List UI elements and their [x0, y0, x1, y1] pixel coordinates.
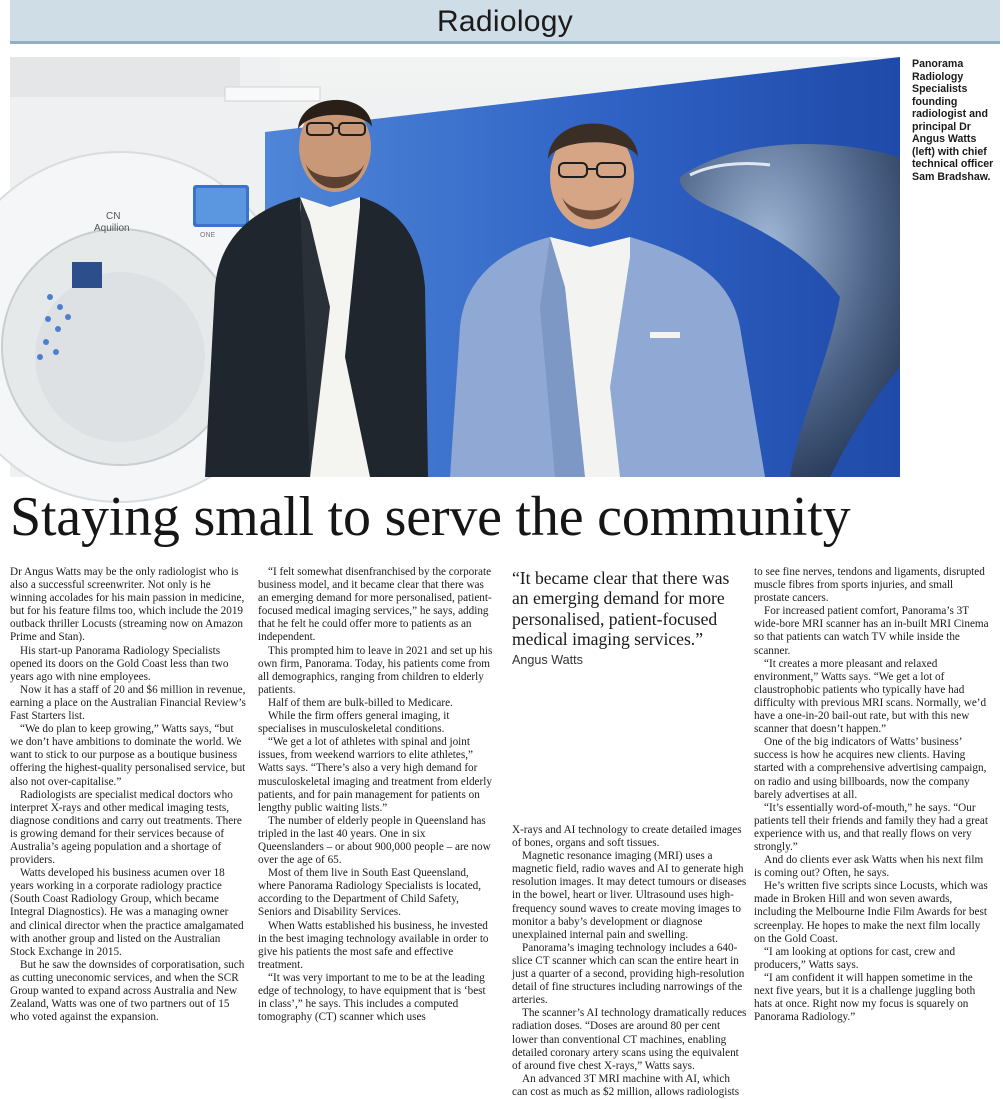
paragraph: The number of elderly people in Queensland has tripled in the last 40 years. One in six Queenslanders – or about 900,000 people – are now over the age of 65. [258, 814, 491, 867]
section-header [10, 0, 1000, 44]
scanner-model-label: Aquilion [94, 223, 130, 234]
paragraph: One of the big indicators of Watts’ business’ success is how he acquires new clients. Having started with a comprehensive advertising campaign, on radio and using billboards, now the company barely advertises at all. [754, 736, 987, 801]
paragraph: “It’s essentially word-of-mouth,” he says. “Our patients tell their friends and family they had a great experience with us, and that really flows on very strongly.” [754, 801, 988, 853]
article-photo [10, 57, 900, 477]
pull-quote-text: “It became clear that there was an emerging demand for more personalised, patient-focused medical imaging services.” [512, 568, 730, 650]
paragraph: The scanner’s AI technology dramatically reduces radiation doses. “Doses are around 80 per cent lower than conventional CT machines, enabling detailed coronary artery scans using the equivalent of around five chest X-rays,” Watts says. [512, 1007, 747, 1072]
paragraph: to see fine nerves, tendons and ligaments, disrupted muscle fibres from sports injuries, and small prostate cancers. [754, 566, 985, 605]
photo-illustration [10, 57, 900, 477]
paragraph: “I felt somewhat disenfranchised by the corporate business model, and it became clear that there was an emerging demand for more personalised, patient-focused medical imaging services,” he says, adding that he felt he could offer more to patients as an independent. [258, 566, 492, 644]
paragraph: “I am looking at options for cast, crew and producers,” Watts says. [754, 945, 956, 971]
article-column-3 [512, 824, 748, 1099]
article-column-2 [258, 566, 494, 1024]
paragraph: “We do plan to keep growing,” Watts says, “but we don’t have ambitions to dominate the world. We want to stick to our purpose as a boutique business offering the highest-quality personalised service, but also not over-capitalise.” [10, 723, 246, 788]
paragraph: X-rays and AI technology to create detailed images of bones, organs and soft tissues. [512, 824, 742, 850]
paragraph: Panorama’s imaging technology includes a 640-slice CT scanner which can scan the entire heart in just a quarter of a second, providing high-resolution detail of fine structures including narrowings of the arteries. [512, 941, 745, 1007]
paragraph: Radiologists are specialist medical doctors who interpret X-rays and other medical imaging tests, diagnose conditions and carry out treatments. There is growing demand for their services because of Australia’s ageing population and a shortage of providers. [10, 788, 242, 867]
paragraph: Half of them are bulk-billed to Medicare. [268, 696, 453, 709]
paragraph: While the firm offers general imaging, it specialises in musculoskeletal conditions. [258, 710, 450, 736]
paragraph: His start-up Panorama Radiology Specialists opened its doors on the Gold Coast less than two years ago with nine employees. [10, 644, 229, 683]
paragraph: But he saw the downsides of corporatisation, such as cutting uneconomic services, and when the SCR Group wanted to expand across Australia and New Zealand, Watts was one of two partners out of 15 who voted against the expansion. [10, 958, 245, 1024]
paragraph: Watts developed his business acumen over 18 years working in a corporate radiology practice (South Coast Radiology Group, which became Integral Diagnostics). He was a managing owner and clinical director when the practice amalgamated with another group and listed on the Australian Stock Exchange in 2015. [10, 867, 244, 958]
photo-caption: Panorama Radiology Specialists founding radiologist and principal Dr Angus Watts (left) with chief technical officer Sam Bradshaw. [912, 58, 994, 183]
paragraph: “It creates a more pleasant and relaxed environment,” Watts says. “We get a lot of claustrophobic patients who typically have had difficulty with previous MRI scans. Normally, we’d have a one-in-20 bail-out rate, but with this new scanner that doesn’t happen.” [754, 657, 987, 736]
headline: Staying small to serve the community [10, 486, 851, 548]
paragraph: Magnetic resonance imaging (MRI) uses a magnetic field, radio waves and AI to generate high resolution images. It may detect tumours or diseases in the bowel, heart or liver. Ultrasound uses high-frequency sound waves to create moving images to monitor a baby’s development or diagnose unexplained internal pain and swelling. [512, 850, 747, 941]
paragraph: Dr Angus Watts may be the only radiologist who is also a successful screenwriter. Not only is he winning accolades for his main passion in medicine, but for his feature films too, which include the 2019 outback thriller Locusts (streaming now on Amazon Prime and Stan). [10, 566, 245, 644]
paragraph: “I am confident it will happen sometime in the next five years, but it is a challenge juggling both hats at once. Right now my focus is squarely on Panorama Radiology.” [754, 971, 976, 1024]
paragraph: “It was very important to me to be at the leading edge of technology, to have equipment that is ‘best in class’,” he says. This includes a computed tomography (CT) scanner which uses [258, 971, 486, 1024]
paragraph: He’s written five scripts since Locusts, which was made in Broken Hill and won seven awards, including the Melbourne Indie Film Awards for best screenplay. He hopes to make the next film locally on the Gold Coast. [754, 880, 988, 945]
paragraph: This prompted him to leave in 2021 and set up his own firm, Panorama. Today, his patients come from all demographics, ranging from children to elderly patients. [258, 644, 493, 696]
scanner-brand-label: CN [106, 211, 121, 222]
article-column-1 [10, 566, 246, 1024]
paragraph: “We get a lot of athletes with spinal and joint issues, from weekend warriors to elite athletes,” Watts says. “There’s also a very high demand for musculoskeletal imaging and treatment from elderly patients, and for pain management for patients on lengthy public waiting lists.” [258, 736, 492, 814]
paragraph: An advanced 3T MRI machine with AI, which can cost as much as $2 million, allows radiologists [512, 1072, 740, 1098]
paragraph: And do clients ever ask Watts when his next film is coming out? Often, he says. [754, 854, 984, 880]
paragraph: When Watts established his business, he invested in the best imaging technology available in order to give his patients the most safe and effective treatment. [258, 919, 489, 971]
section-title: Radiology [436, 5, 574, 38]
article-column-4 [754, 566, 990, 1024]
pull-quote-attribution: Angus Watts [512, 652, 583, 667]
paragraph: For increased patient comfort, Panorama’s 3T wide-bore MRI scanner has an in-built MRI Cinema so that patients can watch TV while inside the scanner. [754, 605, 989, 657]
pull-quote [512, 568, 746, 668]
scanner-extra-label: ONE [200, 232, 216, 239]
paragraph: Now it has a staff of 20 and $6 million in revenue, earning a place on the Australian Financial Review’s Fast Starters list. [10, 683, 246, 723]
paragraph: Most of them live in South East Queensland, where Panorama Radiology Specialists is located, according to the Department of Child Safety, Seniors and Disability Services. [258, 867, 482, 919]
